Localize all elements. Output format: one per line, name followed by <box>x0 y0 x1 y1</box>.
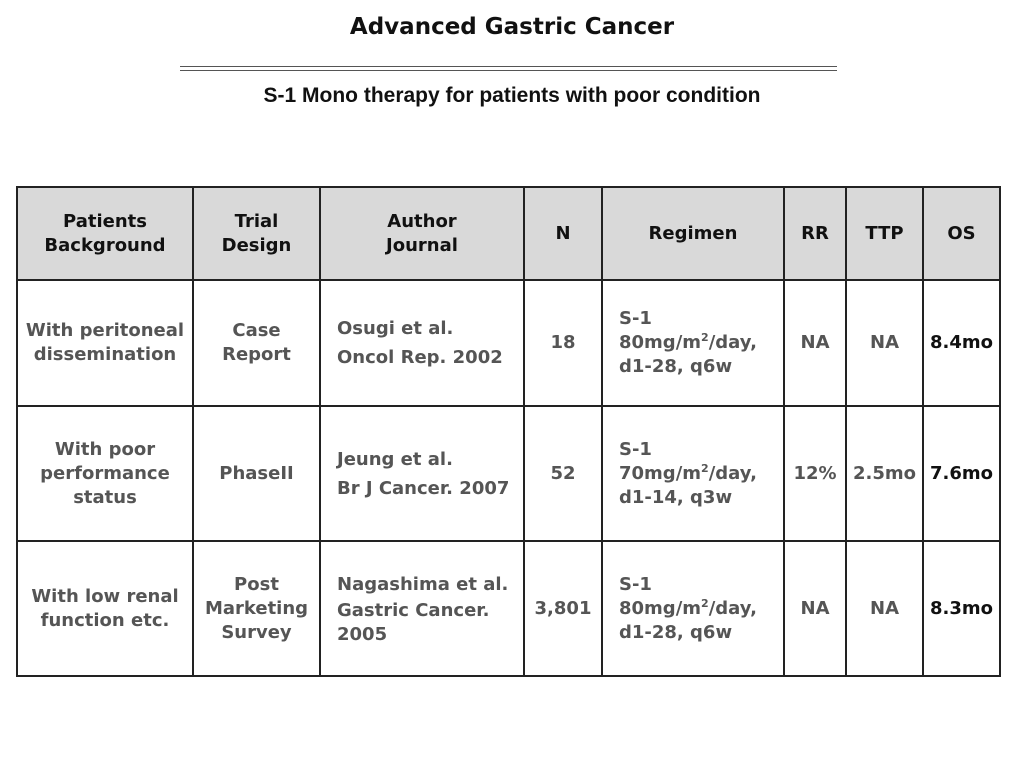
cell-author: Jeung et al. Br J Cancer. 2007 <box>320 406 524 541</box>
table-row <box>17 280 1000 406</box>
cell-author: Nagashima et al. Gastric Cancer. 2005 <box>320 541 524 676</box>
header-rr: RR <box>784 187 846 280</box>
cell-rr: NA <box>784 280 846 406</box>
cell-os: 8.4mo <box>923 280 1000 406</box>
cell-n: 3,801 <box>524 541 602 676</box>
cell-regimen: S-1 $70mg/m^2$/day, d1-14, q3w <box>602 406 784 541</box>
cell-ttp: NA <box>846 280 923 406</box>
cell-rr: NA <box>784 541 846 676</box>
cell-n: 52 <box>524 406 602 541</box>
header-n: N <box>524 187 602 280</box>
header-author: Author Journal <box>320 187 524 280</box>
header-regimen: Regimen <box>602 187 784 280</box>
header-os: OS <box>923 187 1000 280</box>
cell-ttp: NA <box>846 541 923 676</box>
cell-design: Case Report <box>193 280 320 406</box>
title-divider <box>180 66 837 71</box>
cell-design: PhaseII <box>193 406 320 541</box>
trial-table <box>16 186 1001 677</box>
cell-background: With poor performance status <box>17 406 193 541</box>
slide-subtitle: S-1 Mono therapy for patients with poor condition <box>263 84 761 107</box>
cell-regimen: S-1 $80mg/m^2$/day, d1-28, q6w <box>602 541 784 676</box>
cell-background: With peritoneal dissemination <box>17 280 193 406</box>
cell-ttp: 2.5mo <box>846 406 923 541</box>
cell-n: 18 <box>524 280 602 406</box>
cell-author: Osugi et al. Oncol Rep. 2002 <box>320 280 524 406</box>
header-row <box>17 187 1000 280</box>
table-row <box>17 406 1000 541</box>
cell-os: 8.3mo <box>923 541 1000 676</box>
header-ttp: TTP <box>846 187 923 280</box>
header-design: Trial Design <box>193 187 320 280</box>
slide-title: Advanced Gastric Cancer <box>349 14 675 40</box>
cell-regimen: S-1 $80mg/m^2$/day, d1-28, q6w <box>602 280 784 406</box>
cell-os: 7.6mo <box>923 406 1000 541</box>
cell-background: With low renal function etc. <box>17 541 193 676</box>
table-row <box>17 541 1000 676</box>
cell-design: Post Marketing Survey <box>193 541 320 676</box>
cell-rr: 12% <box>784 406 846 541</box>
header-background: Patients Background <box>17 187 193 280</box>
